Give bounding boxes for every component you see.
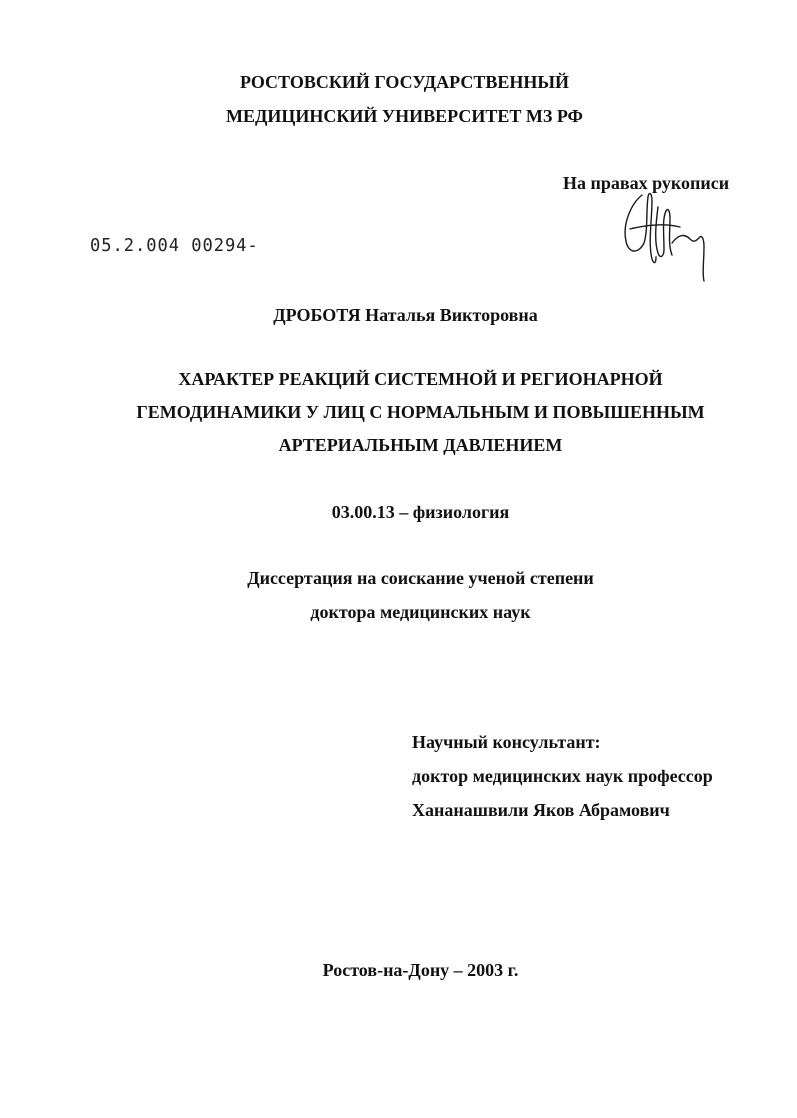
consultant-rank: доктор медицинских наук профессор (412, 766, 713, 786)
institution-name-line-2: МЕДИЦИНСКИЙ УНИВЕРСИТЕТ МЗ РФ (225, 106, 584, 126)
dissertation-title-line-1: ХАРАКТЕР РЕАКЦИЙ СИСТЕМНОЙ И РЕГИОНАРНОЙ (178, 369, 663, 389)
degree-statement-line-2: доктора медицинских наук (310, 602, 531, 622)
consultant-label: Научный консультант: (412, 732, 601, 752)
specialty-code: 03.00.13 – физиология (331, 502, 510, 522)
dissertation-title-line-2: ГЕМОДИНАМИКИ У ЛИЦ С НОРМАЛЬНЫМ И ПОВЫШЕННЫМ (136, 402, 705, 422)
handwritten-signature (618, 183, 718, 283)
institution-name-line-1: РОСТОВСКИЙ ГОСУДАРСТВЕННЫЙ (239, 72, 570, 92)
manuscript-rights-note: На правах рукописи (563, 173, 730, 193)
city-and-year: Ростов-на-Дону – 2003 г. (322, 960, 519, 980)
degree-statement-line-1: Диссертация на соискание ученой степени (247, 568, 594, 588)
archive-registration-stamp: 05.2.004 00294- (90, 235, 259, 256)
author-name: ДРОБОТЯ Наталья Викторовна (273, 305, 538, 325)
consultant-name: Хананашвили Яков Абрамович (412, 800, 670, 820)
dissertation-title-line-3: АРТЕРИАЛЬНЫМ ДАВЛЕНИЕМ (278, 435, 563, 455)
